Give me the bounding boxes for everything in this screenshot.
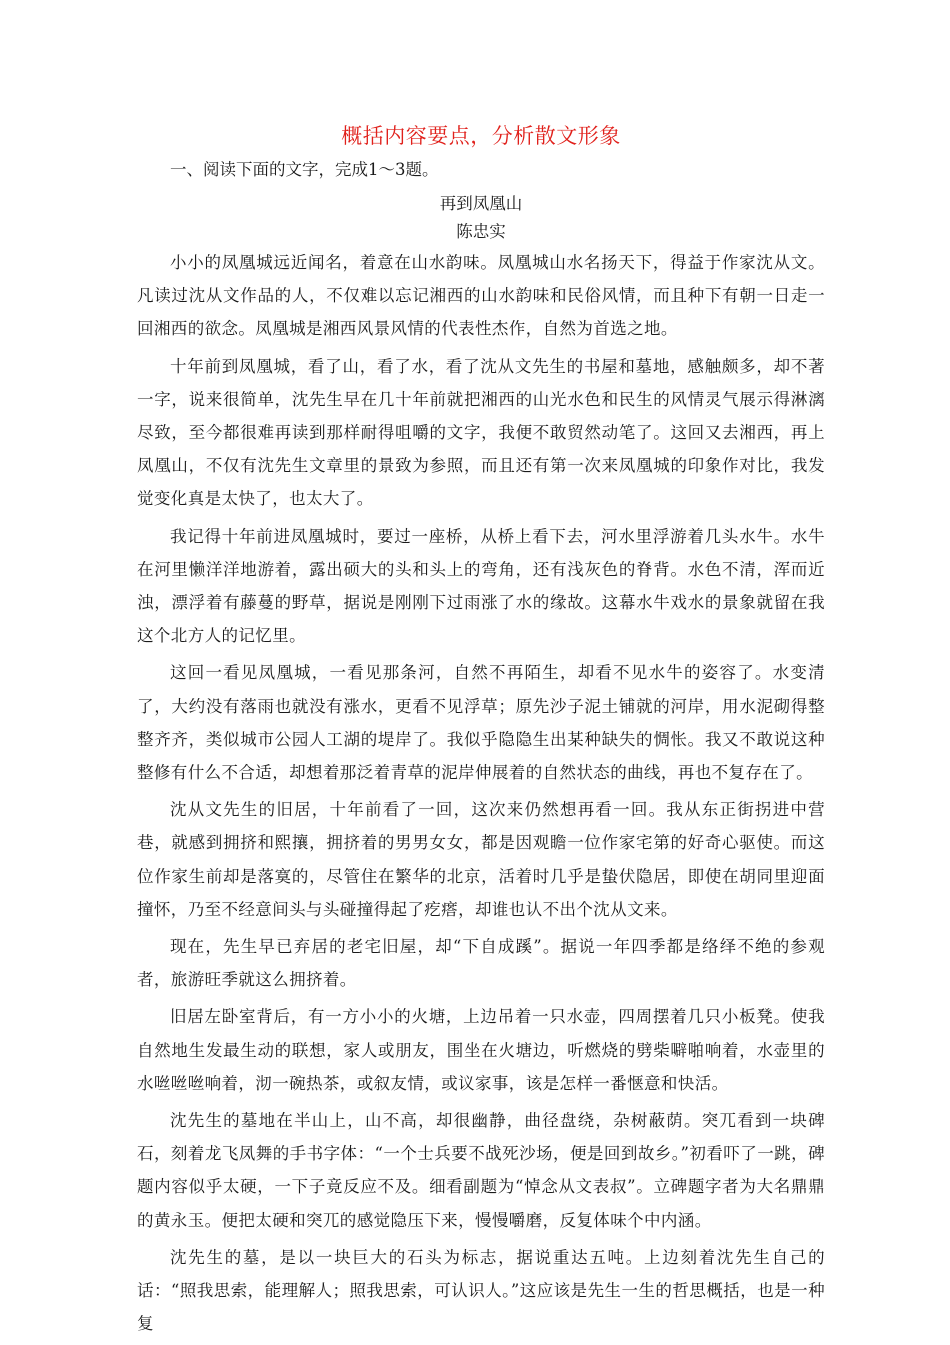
paragraph-9: 沈先生的墓，是以一块巨大的石头为标志，据说重达五吨。上边刻着沈先生自己的话：“照我思索，能理解人；照我思索，可认识人。”这应该是先生一生的哲思概括，也是一种复: [137, 1247, 825, 1334]
question-instruction: 一、阅读下面的文字，完成1～3题。: [170, 160, 439, 179]
paragraph-7: 旧居左卧室背后，有一方小小的火塘，上边吊着一只水壶，四周摆着几只小板凳。使我自然地生发最生动的联想，家人或朋友，围坐在火塘边，听燃烧的劈柴噼啪响着，水壶里的水咝咝咝响着，沏一碗热茶，或叙友情，或议家事，该是怎样一番惬意和快活。: [137, 1007, 825, 1093]
paragraph-8: 沈先生的墓地在半山上，山不高，却很幽静，曲径盘绕，杂树蔽荫。突兀看到一块碑石，刻着龙飞凤舞的手书字体：“一个士兵要不战死沙场，便是回到故乡。”初看吓了一跳，碑题内容似乎太硬，一下子竟反应不及。细看副题为“悼念从文表叔”。立碑题字者为大名鼎鼎的黄永玉。便把太硬和突兀的感觉隐压下来，慢慢嚼磨，反复体味个中内涵。: [137, 1111, 825, 1230]
article-author: 陈忠实: [456, 222, 506, 241]
document-page: [137, 118, 825, 1345]
document-title: 概括内容要点，分析散文形象: [341, 124, 621, 148]
paragraph-4: 这回一看见凤凰城，一看见那条河，自然不再陌生，却看不见水牛的姿容了。水变清了，大约没有落雨也就没有涨水，更看不见浮草；原先沙子泥土铺就的河岸，用水泥砌得整整齐齐，类似城市公园人工湖的堤岸了。我似乎隐隐生出某种缺失的惆怅。我又不敢说这种整修有什么不合适，却想着那泛着青草的泥岸伸展着的自然状态的曲线，再也不复存在了。: [137, 663, 825, 783]
paragraph-5: 沈从文先生的旧居，十年前看了一回，这次来仍然想再看一回。我从东正街拐进中营巷，就感到拥挤和熙攘，拥挤着的男男女女，都是因观瞻一位作家宅第的好奇心驱使。而这位作家生前却是落寞的，尽管住在繁华的北京，活着时几乎是蛰伏隐居，即使在胡同里迎面撞怀，乃至不经意间头与头碰撞得起了疙瘩，却谁也认不出个沈从文来。: [137, 800, 825, 919]
article-title: 再到凤凰山: [439, 194, 523, 213]
paragraph-6: 现在，先生早已弃居的老宅旧屋，却“下自成蹊”。据说一年四季都是络绎不绝的参观者，旅游旺季就这么拥挤着。: [137, 937, 825, 990]
paragraph-1: 小小的凤凰城远近闻名，着意在山水韵味。凤凰城山水名扬天下，得益于作家沈从文。凡读过沈从文作品的人，不仅难以忘记湘西的山水韵味和民俗风情，而且种下有朝一日走一回湘西的欲念。凤凰城是湘西风景风情的代表性杰作，自然为首选之地。: [137, 253, 825, 339]
paragraph-2: 十年前到凤凰城，看了山，看了水，看了沈从文先生的书屋和墓地，感触颇多，却不著一字，说来很简单，沈先生早在几十年前就把湘西的山光水色和民生的风情灵气展示得淋漓尽致，至今都很难再读到那样耐得咀嚼的文字，我便不敢贸然动笔了。这回又去湘西，再上凤凰山，不仅有沈先生文章里的景致为参照，而且还有第一次来凤凰城的印象作对比，我发觉变化真是太快了，也太大了。: [137, 356, 825, 509]
paragraph-3: 我记得十年前进凤凰城时，要过一座桥，从桥上看下去，河水里浮游着几头水牛。水牛在河里懒洋洋地游着，露出硕大的头和头上的弯角，还有浅灰色的脊背。水色不清，浑而近浊，漂浮着有藤蔓的野草，据说是刚刚下过雨涨了水的缘故。这幕水牛戏水的景象就留在我这个北方人的记忆里。: [137, 526, 825, 646]
